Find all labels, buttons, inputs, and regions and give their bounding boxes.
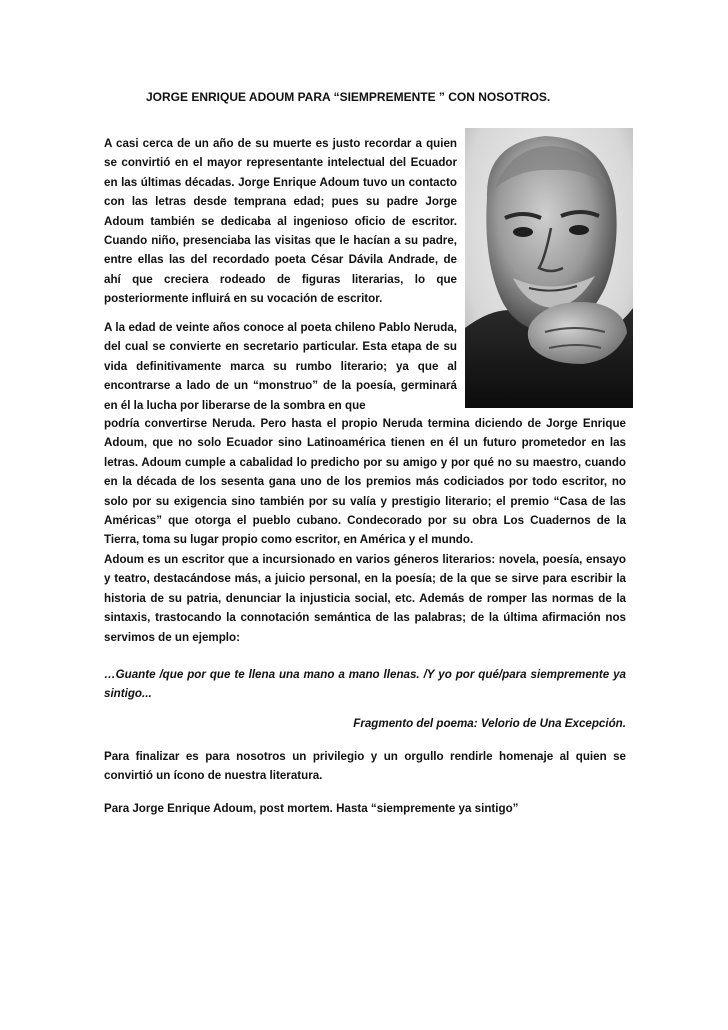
poem-quote: …Guante /que por que te llena una mano a mano llenas. /Y yo por qué/para siempremente ya sintigo... [104,668,626,701]
author-portrait [465,128,633,408]
paragraph-closing: Para finalizar es para nosotros un privilegio y un orgullo rendirle homenaje al quien se convirtió un ícono de nuestra literatura. [104,750,626,783]
paragraph-dedication: Para Jorge Enrique Adoum, post mortem. Hasta “siempremente ya sintigo” [104,802,519,815]
poem-source: Fragmento del poema: Velorio de Una Excepción. [353,717,626,730]
paragraph-literary-genres: Adoum es un escritor que a incursionado en varios géneros literarios: novela, poesía, ensayo y teatro, destacándose más, a juicio personal, en la poesía; de la que se sirve para escribir la historia de su patria, denunciar la injusticia social, etc. Además de romper las normas de la sintaxis, trastocando la connotación semántica de las palabras; de la última afirmación nos servimos de un ejemplo: [104,553,626,644]
document-title: JORGE ENRIQUE ADOUM PARA “SIEMPREMENTE ” CON NOSOTROS. [146,90,551,104]
paragraph-intro: A casi cerca de un año de su muerte es justo recordar a quien se convirtió en el mayor representante intelectual del Ecuador en las últimas décadas. Jorge Enrique Adoum tuvo un contacto con las letras desde temprana edad; pues su padre Jorge Adoum también se dedicaba al ingenioso oficio de escritor. Cuando niño, presenciaba las visitas que le hacían a su padre, entre ellas las del recordado poeta César Dávila Andrade, de ahí que creciera rodeado de figuras literarias, lo que posteriormente influirá en su vocación de escritor. [104,137,457,306]
paragraph-neruda-continued: podría convertirse Neruda. Pero hasta el propio Neruda termina diciendo de Jorge Enrique Adoum, que no solo Ecuador sino Latinoamérica tienen en él un futuro prometedor en las letras. Adoum cumple a cabalidad lo predicho por su amigo y por qué no su maestro, cuando en la década de los sesenta gana uno de los premios más codiciados por todo escritor, no solo por su exigencia sino también por su valía y prestigio literario; el premio “Casa de las Américas” que otorga el pueblo cubano. Condecorado por su obra Los Cuadernos de la Tierra, toma su lugar propio como escritor, en América y el mundo. [104,417,626,547]
paragraph-neruda-start: A la edad de veinte años conoce al poeta chileno Pablo Neruda, del cual se convierte en secretario particular. Esta etapa de su vida definitivamente marca su rumbo literario; ya que al encontrarse a lado de un “monstruo” de la poesía, germinará en él la lucha por liberarse de la sombra en que [104,321,457,412]
